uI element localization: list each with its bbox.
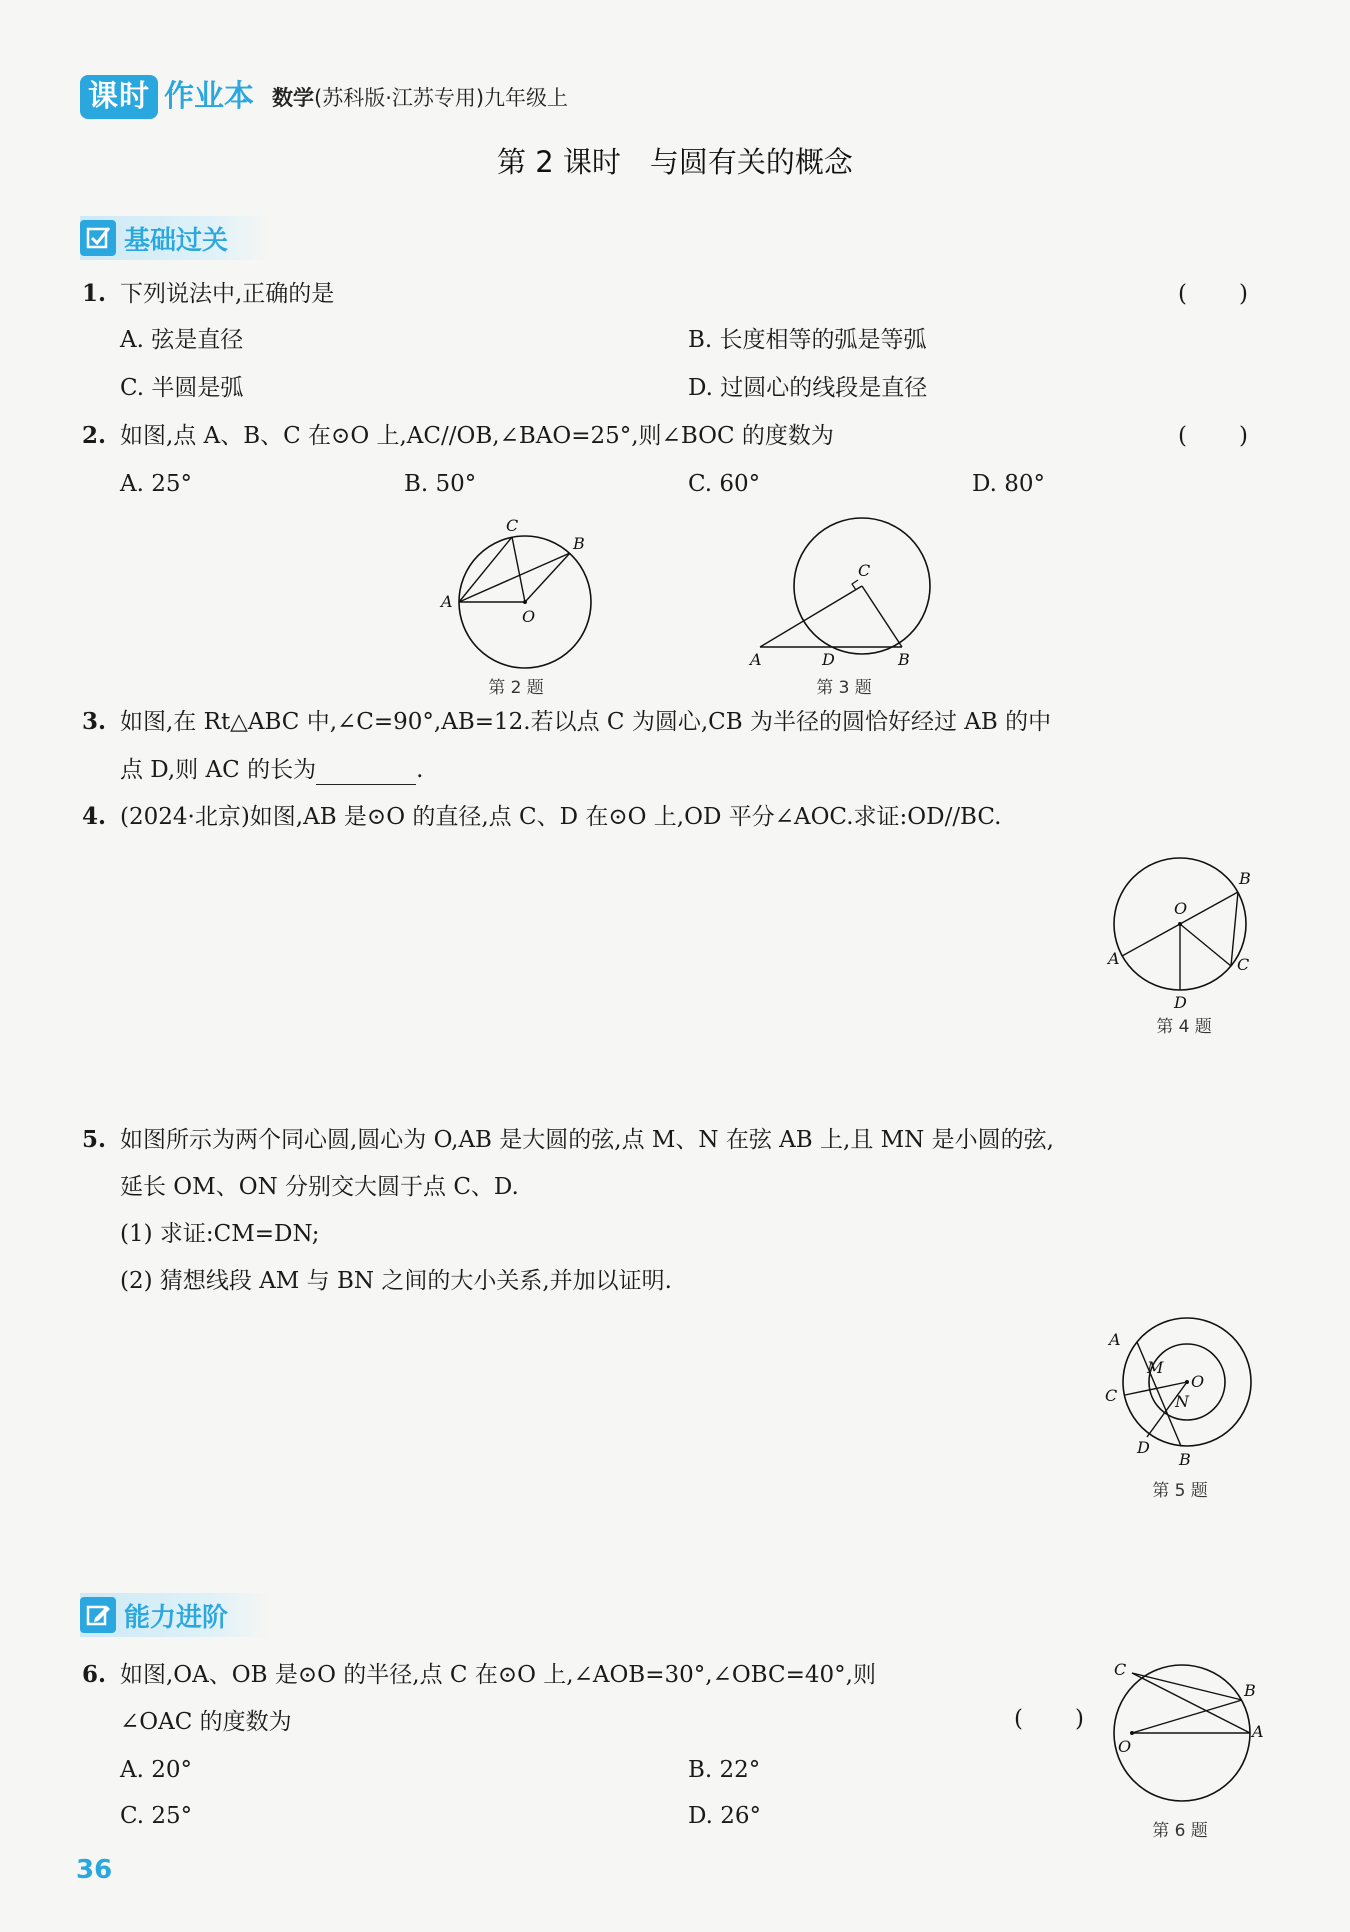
question-5: 5. 如图所示为两个同心圆,圆心为 O,AB 是大圆的弦,点 M、N 在弦 AB 上,且 MN 是小圆的弦, (82, 1126, 1054, 1153)
fig4-label-a: A (1108, 949, 1120, 968)
question-6-text: 如图,OA、OB 是⊙O 的半径,点 C 在⊙O 上,∠AOB=30°,∠OBC=40°,则 (120, 1662, 876, 1688)
question-2-text: 如图,点 A、B、C 在⊙O 上,AC//OB,∠BAO=25°,则∠BOC 的度数为 (120, 423, 834, 449)
q1-option-b: B. 长度相等的弧是等弧 (688, 327, 927, 353)
question-3-line2: 点 D,则 AC 的长为 . (120, 757, 424, 783)
section-basic (80, 216, 268, 260)
answer-paren-1: ( ) (1178, 281, 1250, 307)
brand-logo (80, 75, 254, 119)
fig2-label-c: C (506, 516, 519, 535)
q1-option-c: C. 半圆是弧 (120, 375, 244, 401)
fig3-label-c: C (858, 561, 871, 580)
q2-option-d: D. 80° (972, 471, 1046, 497)
question-4: 4. (2024·北京)如图,AB 是⊙O 的直径,点 C、D 在⊙O 上,OD 平分∠AOC.求证:OD//BC. (82, 803, 1002, 830)
fig4-label-c: C (1237, 955, 1250, 974)
question-5-part-1: (1) 求证:CM=DN; (120, 1221, 320, 1247)
figure-2 (430, 510, 600, 680)
question-6-line2: ∠OAC 的度数为 (120, 1709, 292, 1735)
q2-option-b: B. 50° (404, 471, 477, 497)
fig5-label-d: D (1137, 1438, 1150, 1457)
figure-5-caption: 第 5 题 (1152, 1481, 1208, 1501)
fig2-label-b: B (573, 534, 585, 553)
brand-box: 课时 (80, 75, 158, 119)
checkbox-icon (80, 220, 116, 256)
page-number: 36 (76, 1855, 113, 1885)
question-2: 2. 如图,点 A、B、C 在⊙O 上,AC//OB,∠BAO=25°,则∠BOC 的度数为 (82, 422, 834, 449)
q6-option-d: D. 26° (688, 1803, 762, 1829)
q2-option-a: A. 25° (120, 471, 192, 497)
answer-blank-3[interactable] (316, 761, 416, 785)
fig6-label-b: B (1244, 1681, 1256, 1700)
figure-3 (740, 510, 960, 680)
question-3: 3. 如图,在 Rt△ABC 中,∠C=90°,AB=12.若以点 C 为圆心,CB 为半径的圆恰好经过 AB 的中 (82, 708, 1052, 735)
page-header (80, 72, 568, 122)
answer-paren-6: ( ) (1014, 1706, 1086, 1732)
fig5-label-c: C (1105, 1386, 1118, 1405)
figure-4 (1100, 860, 1270, 1010)
fig2-label-a: A (441, 592, 453, 611)
brand-text: 作业本 (164, 79, 254, 114)
fig3-label-b: B (898, 650, 910, 669)
fig4-label-o: O (1174, 899, 1188, 918)
q6-option-a: A. 20° (120, 1757, 192, 1783)
fig5-label-m: M (1147, 1358, 1164, 1377)
fig2-label-o: O (522, 607, 536, 626)
fig3-label-a: A (750, 650, 762, 669)
fig4-label-d: D (1174, 993, 1187, 1012)
question-1-text: 下列说法中,正确的是 (120, 281, 335, 307)
subject: 数学 (272, 86, 314, 110)
fig5-label-n: N (1175, 1392, 1189, 1411)
figure-2-caption: 第 2 题 (488, 678, 544, 698)
section-advanced (80, 1593, 268, 1637)
edition: (苏科版·江苏专用)九年级上 (314, 86, 569, 110)
figure-3-caption: 第 3 题 (816, 678, 872, 698)
figure-5 (1095, 1305, 1265, 1470)
figure-6 (1100, 1655, 1270, 1810)
q6-option-c: C. 25° (120, 1803, 193, 1829)
q1-option-a: A. 弦是直径 (120, 327, 244, 353)
answer-paren-2: ( ) (1178, 423, 1250, 449)
pencil-icon (80, 1597, 116, 1633)
fig5-label-b: B (1179, 1450, 1191, 1469)
fig6-label-o: O (1118, 1737, 1132, 1756)
book-info (272, 82, 568, 112)
lesson-title: 第 2 课时 与圆有关的概念 (497, 145, 853, 179)
question-1: 1. 下列说法中,正确的是 (82, 280, 335, 307)
question-5-text: 如图所示为两个同心圆,圆心为 O,AB 是大圆的弦,点 M、N 在弦 AB 上,且 MN 是小圆的弦, (120, 1127, 1054, 1153)
fig4-label-b: B (1239, 869, 1251, 888)
question-4-text: (2024·北京)如图,AB 是⊙O 的直径,点 C、D 在⊙O 上,OD 平分∠AOC.求证:OD//BC. (120, 804, 1002, 830)
fig6-label-a: A (1252, 1722, 1264, 1741)
fig3-label-d: D (822, 650, 835, 669)
q6-option-b: B. 22° (688, 1757, 761, 1783)
question-6: 6. 如图,OA、OB 是⊙O 的半径,点 C 在⊙O 上,∠AOB=30°,∠OBC=40°,则 (82, 1661, 876, 1688)
fig6-label-c: C (1114, 1660, 1127, 1679)
figure-4-caption: 第 4 题 (1156, 1017, 1212, 1037)
q1-option-d: D. 过圆心的线段是直径 (688, 375, 928, 401)
q2-option-c: C. 60° (688, 471, 761, 497)
fig5-label-o: O (1191, 1372, 1205, 1391)
question-5-part-2: (2) 猜想线段 AM 与 BN 之间的大小关系,并加以证明. (120, 1268, 672, 1294)
section-advanced-title: 能力进阶 (124, 1602, 229, 1633)
fig5-label-a: A (1109, 1330, 1121, 1349)
figure-6-caption: 第 6 题 (1152, 1821, 1208, 1841)
section-basic-title: 基础过关 (124, 225, 229, 256)
question-3-text: 如图,在 Rt△ABC 中,∠C=90°,AB=12.若以点 C 为圆心,CB 为半径的圆恰好经过 AB 的中 (120, 709, 1052, 735)
question-5-line2: 延长 OM、ON 分别交大圆于点 C、D. (120, 1174, 519, 1200)
